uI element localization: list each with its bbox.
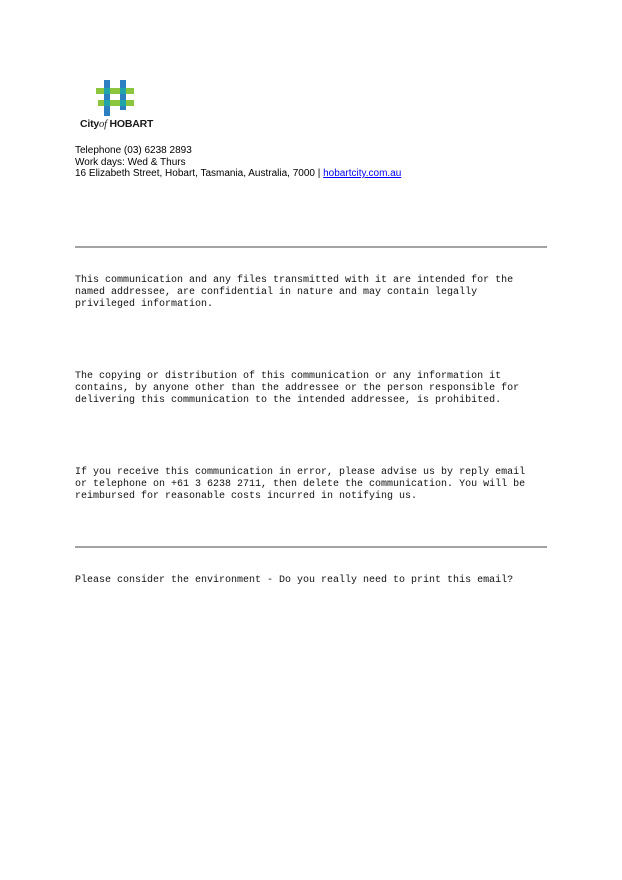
disclaimer-paragraph-2: The copying or distribution of this communication or any information it contains, by anyone other than the addressee or the person responsible for delivering this communication to the intended addressee, is prohibited.	[75, 371, 520, 406]
work-days-line: Work days: Wed & Thurs	[75, 156, 186, 168]
logo-prefix: City	[80, 118, 100, 130]
address-line	[75, 168, 401, 180]
environment-note: Please consider the environment - Do you really need to print this email?	[75, 575, 514, 586]
logo-of: of	[99, 119, 107, 130]
logo-wordmark	[80, 118, 153, 130]
telephone-line: Telephone (03) 6238 2893	[75, 145, 192, 156]
top-divider	[75, 246, 547, 248]
contact-details	[75, 145, 401, 180]
disclaimer-paragraph-3: If you receive this communication in error, please advise us by reply email or telephone on +61 3 6238 2711, then delete the communication. You will be reimbursed for reasonable costs incurred in notifying us.	[75, 467, 526, 502]
logo-name: HOBART	[109, 118, 154, 130]
address-text: 16 Elizabeth Street, Hobart, Tasmania, Australia, 7000 |	[75, 168, 324, 179]
website-link[interactable]: hobartcity.com.au	[323, 168, 402, 179]
city-of-hobart-logo	[78, 80, 158, 132]
bottom-divider	[75, 546, 547, 548]
disclaimer-paragraph-1: This communication and any files transmitted with it are intended for the named addressee, are confidential in nature and may contain legally privileged information.	[75, 275, 514, 310]
hobart-logo-mark-icon	[96, 80, 136, 116]
